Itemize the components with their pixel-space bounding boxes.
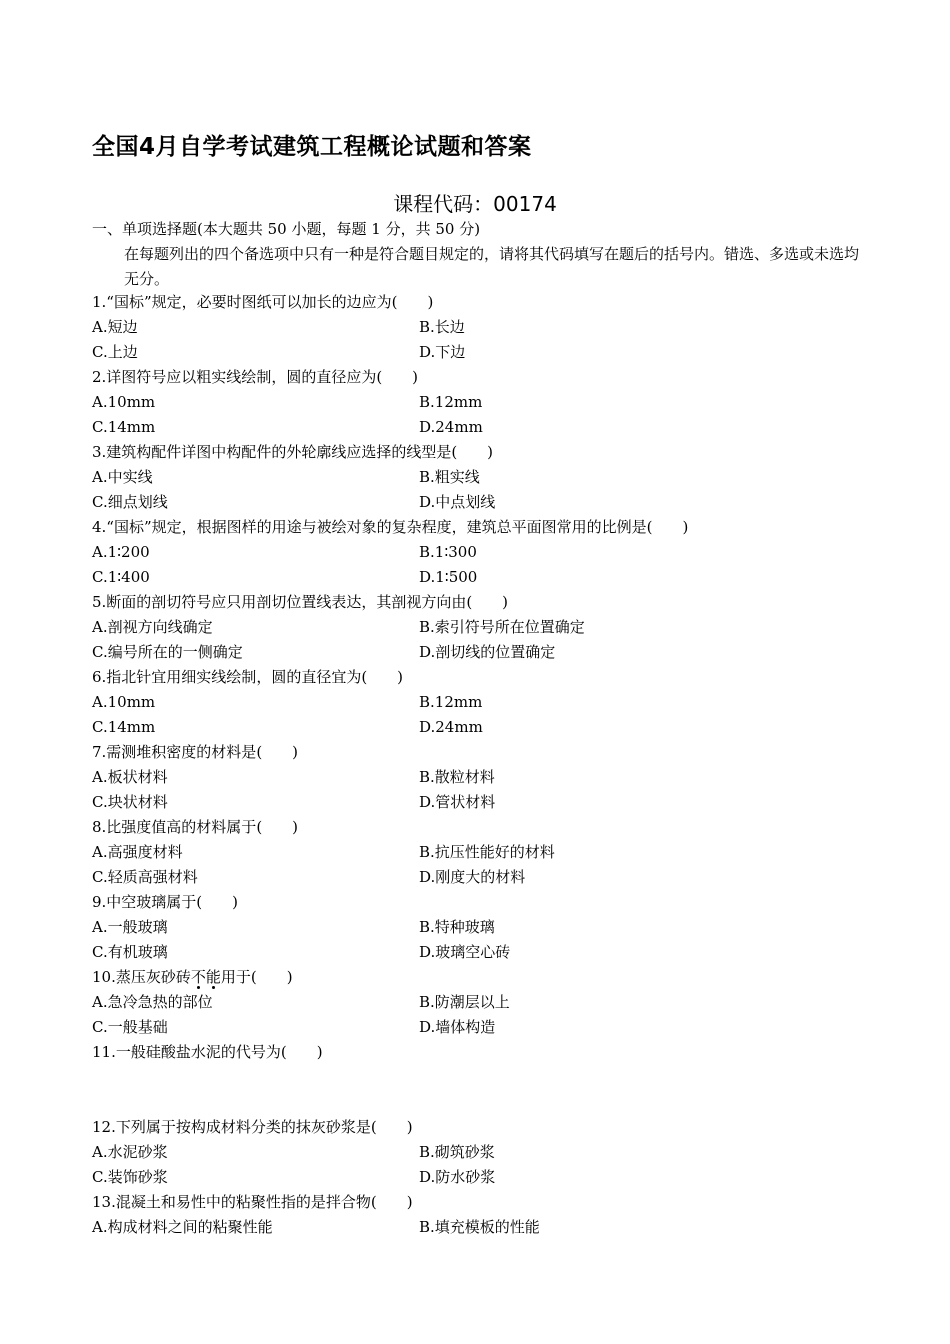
option-b: B.填充模板的性能 <box>419 1218 540 1236</box>
options-row <box>92 340 872 365</box>
options-row <box>92 1140 872 1165</box>
question-2: 2.详图符号应以粗实线绘制，圆的直径应为( ) <box>92 368 419 386</box>
question-13: 13.混凝土和易性中的粘聚性指的是拌合物( ) <box>92 1193 413 1211</box>
option-a: A.高强度材料 <box>92 843 183 861</box>
option-c: C.细点划线 <box>92 493 168 511</box>
option-b: B.抗压性能好的材料 <box>419 843 555 861</box>
option-d: D.24mm <box>419 418 483 436</box>
option-c: C.轻质高强材料 <box>92 868 198 886</box>
option-a: A.1∶200 <box>92 543 150 561</box>
option-c: C.一般基础 <box>92 1018 168 1036</box>
question-1: 1.“国标”规定，必要时图纸可以加长的边应为( ) <box>92 293 434 311</box>
question-8: 8.比强度值高的材料属于( ) <box>92 818 299 836</box>
option-c: C.块状材料 <box>92 793 168 811</box>
question-10-prefix: 10.蒸压灰砂砖 <box>92 968 191 986</box>
options-row <box>92 490 872 515</box>
section-instructions: 在每题列出的四个备选项中只有一种是符合题目规定的，请将其代码填写在题后的括号内。错选、多选或未选均无分。 <box>124 245 860 288</box>
option-c: C.有机玻璃 <box>92 943 168 961</box>
option-d: D.下边 <box>419 343 466 361</box>
option-b: B.粗实线 <box>419 468 480 486</box>
option-b: B.长边 <box>419 318 465 336</box>
question-5: 5.断面的剖切符号应只用剖切位置线表达，其剖视方向由( ) <box>92 593 509 611</box>
option-a: A.构成材料之间的粘聚性能 <box>92 1218 273 1236</box>
options-row <box>92 1015 872 1040</box>
options-row <box>92 915 872 940</box>
option-c: C.14mm <box>92 718 156 736</box>
option-c: C.14mm <box>92 418 156 436</box>
option-b: B.1∶300 <box>419 543 477 561</box>
options-row <box>92 790 872 815</box>
options-row <box>92 315 872 340</box>
options-row <box>92 465 872 490</box>
option-d: D.24mm <box>419 718 483 736</box>
option-a: A.中实线 <box>92 468 153 486</box>
options-row <box>92 690 872 715</box>
question-9: 9.中空玻璃属于( ) <box>92 893 239 911</box>
option-d: D.剖切线的位置确定 <box>419 643 556 661</box>
option-b: B.12mm <box>419 693 483 711</box>
option-a: A.10mm <box>92 393 156 411</box>
option-d: D.刚度大的材料 <box>419 868 526 886</box>
question-4: 4.“国标”规定，根据图样的用途与被绘对象的复杂程度，建筑总平面图常用的比例是( ) <box>92 518 689 536</box>
option-d: D.墙体构造 <box>419 1018 496 1036</box>
section-heading <box>92 218 480 239</box>
options-row <box>92 640 872 665</box>
option-b: B.索引符号所在位置确定 <box>419 618 585 636</box>
question-7: 7.需测堆积密度的材料是( ) <box>92 743 299 761</box>
options-row <box>92 415 872 440</box>
options-row <box>92 565 872 590</box>
blank-space <box>92 1065 872 1115</box>
option-a: A.短边 <box>92 318 138 336</box>
option-a: A.急冷急热的部位 <box>92 993 213 1011</box>
course-code: 课程代码：00174 <box>393 192 557 216</box>
options-row <box>92 990 872 1015</box>
document-title: 全国4月自学考试建筑工程概论试题和答案 <box>92 134 532 160</box>
option-b: B.特种玻璃 <box>419 918 495 936</box>
question-10-suffix: 用于( ) <box>220 968 293 986</box>
option-b: B.砌筑砂浆 <box>419 1143 495 1161</box>
section-title: 一、单项选择题 <box>92 220 198 238</box>
option-d: D.1∶500 <box>419 568 478 586</box>
section-note: (本大题共 50 小题，每题 1 分，共 50 分) <box>197 220 481 238</box>
options-row <box>92 940 872 965</box>
option-a: A.水泥砂浆 <box>92 1143 168 1161</box>
option-d: D.玻璃空心砖 <box>419 943 511 961</box>
question-12: 12.下列属于按构成材料分类的抹灰砂浆是( ) <box>92 1118 413 1136</box>
option-d: D.管状材料 <box>419 793 496 811</box>
options-row <box>92 840 872 865</box>
emphasis-char: 能 <box>205 968 221 986</box>
options-row <box>92 615 872 640</box>
question-10 <box>92 965 872 990</box>
options-row <box>92 1215 872 1240</box>
option-c: C.编号所在的一侧确定 <box>92 643 243 661</box>
options-row <box>92 715 872 740</box>
option-a: A.板状材料 <box>92 768 168 786</box>
options-row <box>92 865 872 890</box>
options-row <box>92 540 872 565</box>
question-list <box>92 290 872 1240</box>
question-3: 3.建筑构配件详图中构配件的外轮廓线应选择的线型是( ) <box>92 443 494 461</box>
option-d: D.防水砂浆 <box>419 1168 496 1186</box>
options-row <box>92 390 872 415</box>
option-a: A.一般玻璃 <box>92 918 168 936</box>
options-row <box>92 1165 872 1190</box>
option-c: C.上边 <box>92 343 138 361</box>
option-b: B.12mm <box>419 393 483 411</box>
option-d: D.中点划线 <box>419 493 496 511</box>
option-c: C.1∶400 <box>92 568 150 586</box>
option-a: A.10mm <box>92 693 156 711</box>
question-11: 11.一般硅酸盐水泥的代号为( ) <box>92 1043 323 1061</box>
option-c: C.装饰砂浆 <box>92 1168 168 1186</box>
emphasis-char: 不 <box>190 968 206 986</box>
option-b: B.散粒材料 <box>419 768 495 786</box>
options-row <box>92 765 872 790</box>
question-6: 6.指北针宜用细实线绘制，圆的直径宜为( ) <box>92 668 404 686</box>
option-a: A.剖视方向线确定 <box>92 618 213 636</box>
option-b: B.防潮层以上 <box>419 993 510 1011</box>
